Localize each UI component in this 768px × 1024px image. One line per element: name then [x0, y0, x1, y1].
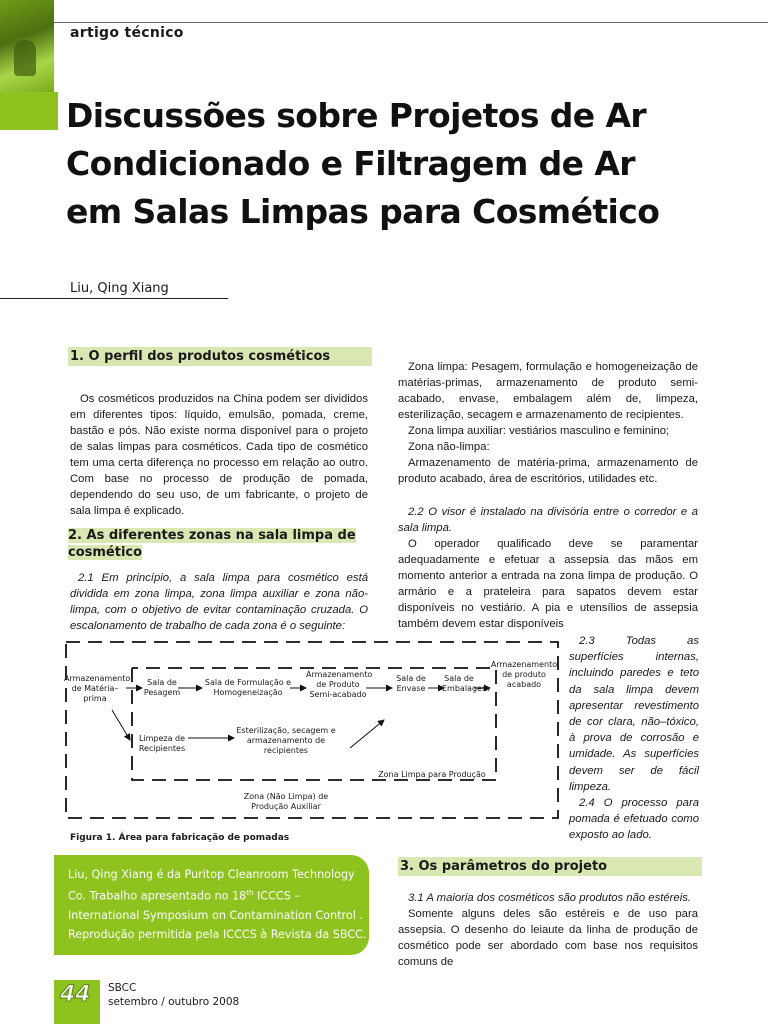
arrow	[350, 720, 384, 748]
paragraph-2-4-text: 2.4 O processo para pomada é efetuado como exposto ao lado.	[569, 797, 699, 842]
zone-limpa-label: Zona Limpa para Produção	[378, 770, 486, 779]
author-name: Liu, Qing Xiang	[70, 281, 169, 296]
process-diagram	[64, 640, 562, 830]
node-embalagem: Sala de Embalagem	[442, 674, 490, 693]
section3-body	[398, 890, 698, 970]
section2-heading-line1: 2. As diferentes zonas na sala limpa de	[68, 528, 356, 543]
node-esterilizacao: Esterilização, secagem e armazenamento de recipientes	[236, 726, 336, 755]
bio-line: International Symposium on Contamination Control .	[68, 908, 363, 922]
section3-heading: 3. Os parâmetros do projeto	[398, 857, 702, 876]
title-accent-bar	[54, 92, 58, 130]
right-column-zones	[398, 359, 698, 487]
bio-line2-part: ICCCS –	[253, 889, 300, 903]
paragraph-2-2b: O operador qualificado deve se paramentar adequadamente e efetuar a assepsia das mãos em momento anterior a entrada na zona limpa de produção. O armário e a prateleira para sapatos devem estar disponíveis no vestiário. A pia e utensílios de assepsia também devem estar disponíveis	[398, 538, 698, 630]
paragraph-2-4	[569, 795, 699, 844]
section2-body	[70, 570, 368, 634]
bio-superscript: th	[246, 889, 254, 897]
footer-magazine: SBCC	[108, 982, 137, 994]
article-title	[66, 92, 746, 236]
zona-limpa-text: Zona limpa: Pesagem, formulação e homogeneização de matérias-primas, armazenamento de produto semi-acabado, envase, embalagem além de, limpeza, esterilização, secagem e armazenamento de recipientes.	[398, 361, 698, 421]
bio-line: Reprodução permitida pela ICCCS à Revista da SBCC.	[68, 927, 367, 941]
node-limpeza: Limpeza de Recipientes	[138, 734, 186, 753]
right-column-22	[398, 504, 698, 632]
bio-line2-part: Co. Trabalho apresentado no 18	[68, 889, 247, 903]
title-line: em Salas Limpas para Cosmético	[66, 192, 660, 231]
paragraph-2-3-text: 2.3 Todas as superfícies internas, incluindo paredes e teto da sala limpa devem apresentar revestimento de cor clara, não–tóxico, à prova de corrosão e umidade. As superfícies devem ser de fácil limpeza.	[569, 635, 699, 793]
zona-auxiliar-text: Zona limpa auxiliar: vestiários masculino e feminino;	[408, 425, 670, 437]
section-tag: artigo técnico	[70, 25, 184, 41]
footer-date: setembro / outubro 2008	[108, 996, 240, 1008]
header-rule	[54, 22, 768, 23]
paragraph-2-3	[569, 633, 699, 795]
paragraph-3-1b: Somente alguns deles são estéreis e de uso para assepsia. O desenho do leiaute da linha de produção de cosmético pode ser abordado com base nos requisitos comuns de	[398, 908, 698, 968]
zone-nao-limpa-label: Zona (Não Limpa) de Produção Auxiliar	[243, 792, 329, 811]
author-rule	[0, 298, 228, 299]
node-envase: Sala de Envase	[396, 674, 426, 693]
corner-photo-image	[0, 0, 54, 92]
paragraph-3-1: 3.1 A maioria dos cosméticos são produtos não estéreis.	[408, 892, 691, 904]
section1-heading: 1. O perfil dos produtos cosméticos	[68, 347, 372, 366]
page-number: 44	[60, 982, 91, 1007]
bio-line	[68, 884, 368, 906]
corner-photo	[0, 0, 54, 130]
section1-body	[70, 391, 368, 519]
node-pesagem: Sala de Pesagem	[143, 678, 181, 697]
section2-heading	[68, 527, 368, 561]
section2-heading-line2: cosmético	[68, 545, 143, 560]
node-produto-acabado: Armazenamento de produto acabado	[490, 660, 558, 689]
arrow	[112, 710, 130, 740]
bio-line: Liu, Qing Xiang é da Puritop Cleanroom Technology	[68, 868, 355, 881]
section1-paragraph: Os cosméticos produzidos na China podem ser divididos em diferentes tipos: líquido, emulsão, pomada, creme, bastão e pós. Não existe norma disponível para o projeto de salas limpas para cosméticos. Cada tipo de cosmético tem uma certa diferença no processo em relação ao outro. Com base no processo de produção de pomada, dependendo do seu uso, de um fabricante, o projeto de sala limpa é explicado.	[70, 393, 368, 517]
title-line: Condicionado e Filtragem de Ar	[66, 144, 635, 183]
figure-caption: Figura 1. Área para fabricação de pomadas	[70, 833, 290, 843]
node-semi-acabado: Armazenamento de Produto Semi-acabado	[306, 670, 373, 699]
zona-nao-limpa-label: Zona não-limpa:	[408, 441, 490, 453]
node-formulacao: Sala de Formulação e Homogeneização	[204, 678, 292, 697]
node-materia-prima: Armazenamento de Matéria–prima	[64, 674, 131, 703]
section2-paragraph: 2.1 Em princípio, a sala limpa para cosmético está dividida em zona limpa, zona limpa auxiliar e zona não-limpa, com o objetivo de evitar contaminação cruzada. O escalonamento de trabalho de cada zona é o seguinte:	[70, 572, 368, 632]
author-bio-text	[68, 865, 368, 944]
paragraph-2-2: 2.2 O visor é instalado na divisória entre o corredor e a sala limpa.	[398, 506, 698, 534]
title-line: Discussões sobre Projetos de Ar	[66, 96, 647, 135]
zona-nao-limpa-text: Armazenamento de matéria-prima, armazenamento de produto acabado, área de escritórios, utilidades etc.	[398, 457, 698, 485]
